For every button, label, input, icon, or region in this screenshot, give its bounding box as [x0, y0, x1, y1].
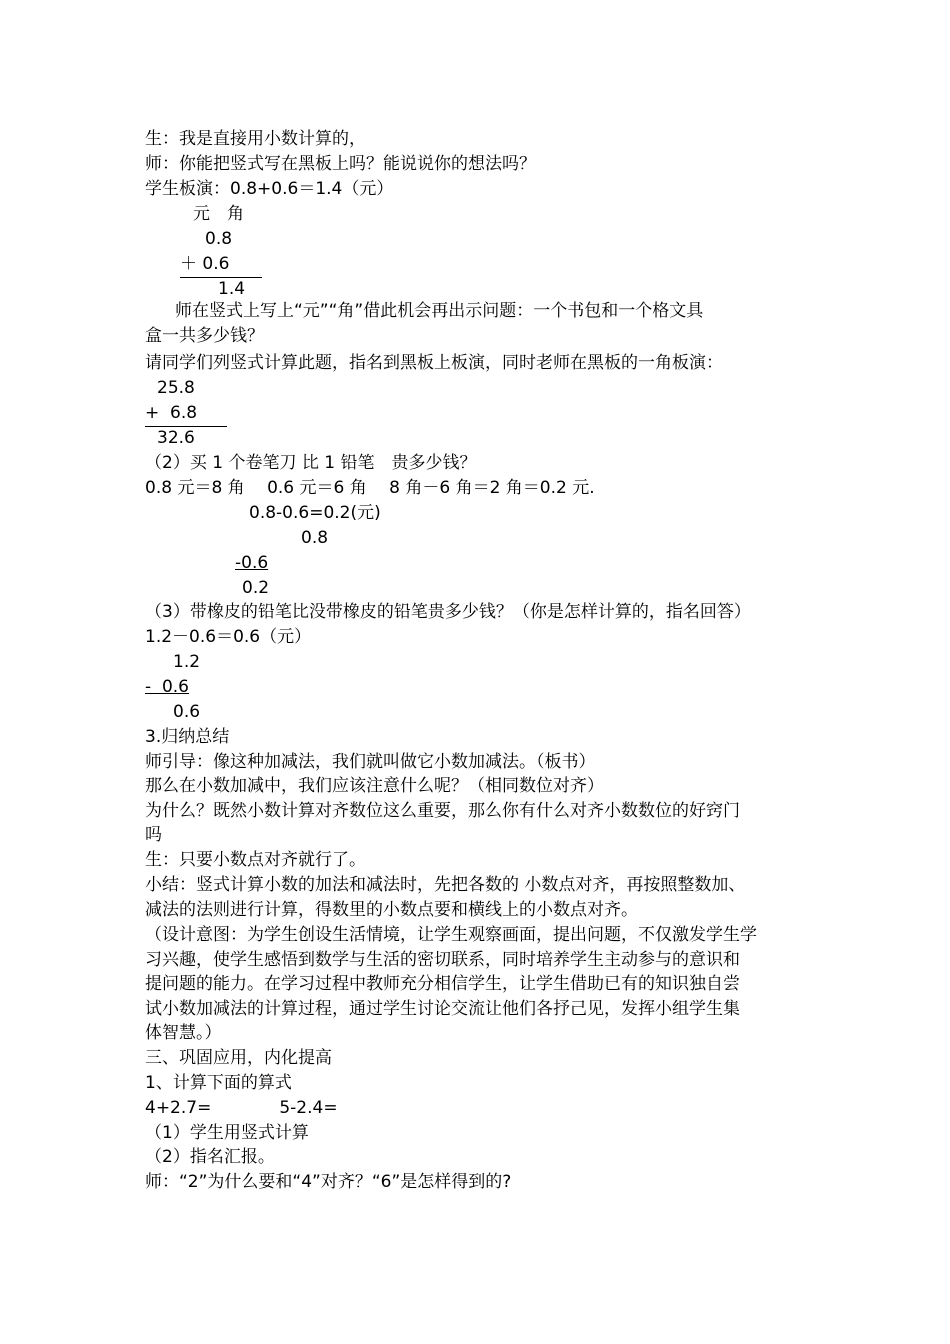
text-line: 0.8 元＝8 角 0.6 元＝6 角 8 角－6 角＝2 角＝0.2 元.	[145, 478, 595, 498]
vertical-calc-operand	[180, 252, 262, 277]
vertical-calc-operand: 0.8	[301, 528, 329, 548]
section-heading: 三、巩固应用，内化提高	[145, 1048, 332, 1068]
text-line: 生：我是直接用小数计算的，	[145, 129, 366, 149]
text-line: 师在竖式上写上“元”“角”借此机会再出示问题：一个书包和一个格文具	[175, 301, 704, 321]
text-line: 4+2.7= 5-2.4=	[145, 1098, 338, 1118]
text-line: 元 角	[193, 204, 244, 224]
text-line: 1.2－0.6＝0.6（元）	[145, 627, 312, 647]
text-line: 那么在小数加减中，我们应该注意什么呢？（相同数位对齐）	[145, 776, 604, 796]
text-line: 生：只要小数点对齐就行了。	[145, 850, 366, 870]
text-line: 请同学们列竖式计算此题，指名到黑板上板演，同时老师在黑板的一角板演：	[145, 353, 723, 373]
underlined-operand: + 6.8	[145, 401, 227, 427]
vertical-calc-operand	[235, 551, 268, 576]
text-line: 体智慧。）	[145, 1023, 222, 1043]
text-line: 习兴趣，使学生感悟到数学与生活的密切联系，同时培养学生主动参与的意识和	[145, 950, 740, 970]
text-line: 减法的法则进行计算，得数里的小数点要和横线上的小数点对齐。	[145, 900, 638, 920]
vertical-calc-result: 1.4	[218, 279, 246, 299]
text-line: 学生板演：0.8+0.6＝1.4（元）	[145, 179, 394, 199]
vertical-calc-result: 0.6	[173, 702, 201, 722]
vertical-calc-operand: 25.8	[157, 378, 195, 398]
text-line: （3）带橡皮的铅笔比没带橡皮的铅笔贵多少钱？（你是怎样计算的，指名回答）	[145, 602, 751, 622]
text-line: 提问题的能力。在学习过程中教师充分相信学生，让学生借助已有的知识独自尝	[145, 974, 740, 994]
text-line: 吗	[145, 825, 162, 845]
vertical-calc-operand: 1.2	[173, 652, 201, 672]
underlined-operand: ＋ 0.6	[180, 252, 262, 278]
text-line: 小结：竖式计算小数的加法和减法时，先把各数的 小数点对齐，再按照整数加、	[145, 875, 746, 895]
text-line: 师：你能把竖式写在黑板上吗？能说说你的想法吗？	[145, 154, 536, 174]
section-heading: 3.归纳总结	[145, 727, 230, 747]
underlined-operand: - 0.6	[145, 677, 189, 697]
vertical-calc-result: 0.2	[242, 578, 270, 598]
text-line: （2）指名汇报。	[145, 1147, 275, 1167]
text-line: （2）买 1 个卷笔刀 比 1 铅笔 贵多少钱？	[145, 453, 477, 473]
text-line: （1）学生用竖式计算	[145, 1123, 309, 1143]
underlined-operand: -0.6	[235, 553, 269, 573]
vertical-calc-result: 32.6	[157, 428, 195, 448]
text-line: （设计意图：为学生创设生活情境，让学生观察画面，提出问题，不仅激发学生学	[145, 925, 757, 945]
text-line: 1、计算下面的算式	[145, 1073, 292, 1093]
text-line: 试小数加减法的计算过程，通过学生讨论交流让他们各抒己见，发挥小组学生集	[145, 999, 740, 1019]
text-line: 0.8-0.6=0.2(元)	[249, 503, 381, 523]
text-line: 师引导：像这种加减法，我们就叫做它小数加减法。（板书）	[145, 752, 596, 772]
vertical-calc-operand	[145, 675, 189, 700]
text-line: 为什么？既然小数计算对齐数位这么重要，那么你有什么对齐小数数位的好窍门	[145, 801, 740, 821]
vertical-calc-operand	[145, 401, 227, 426]
text-line: 师：“2”为什么要和“4”对齐？“6”是怎样得到的?	[145, 1172, 512, 1192]
text-line: 盒一共多少钱？	[145, 326, 264, 346]
vertical-calc-operand: 0.8	[205, 229, 233, 249]
